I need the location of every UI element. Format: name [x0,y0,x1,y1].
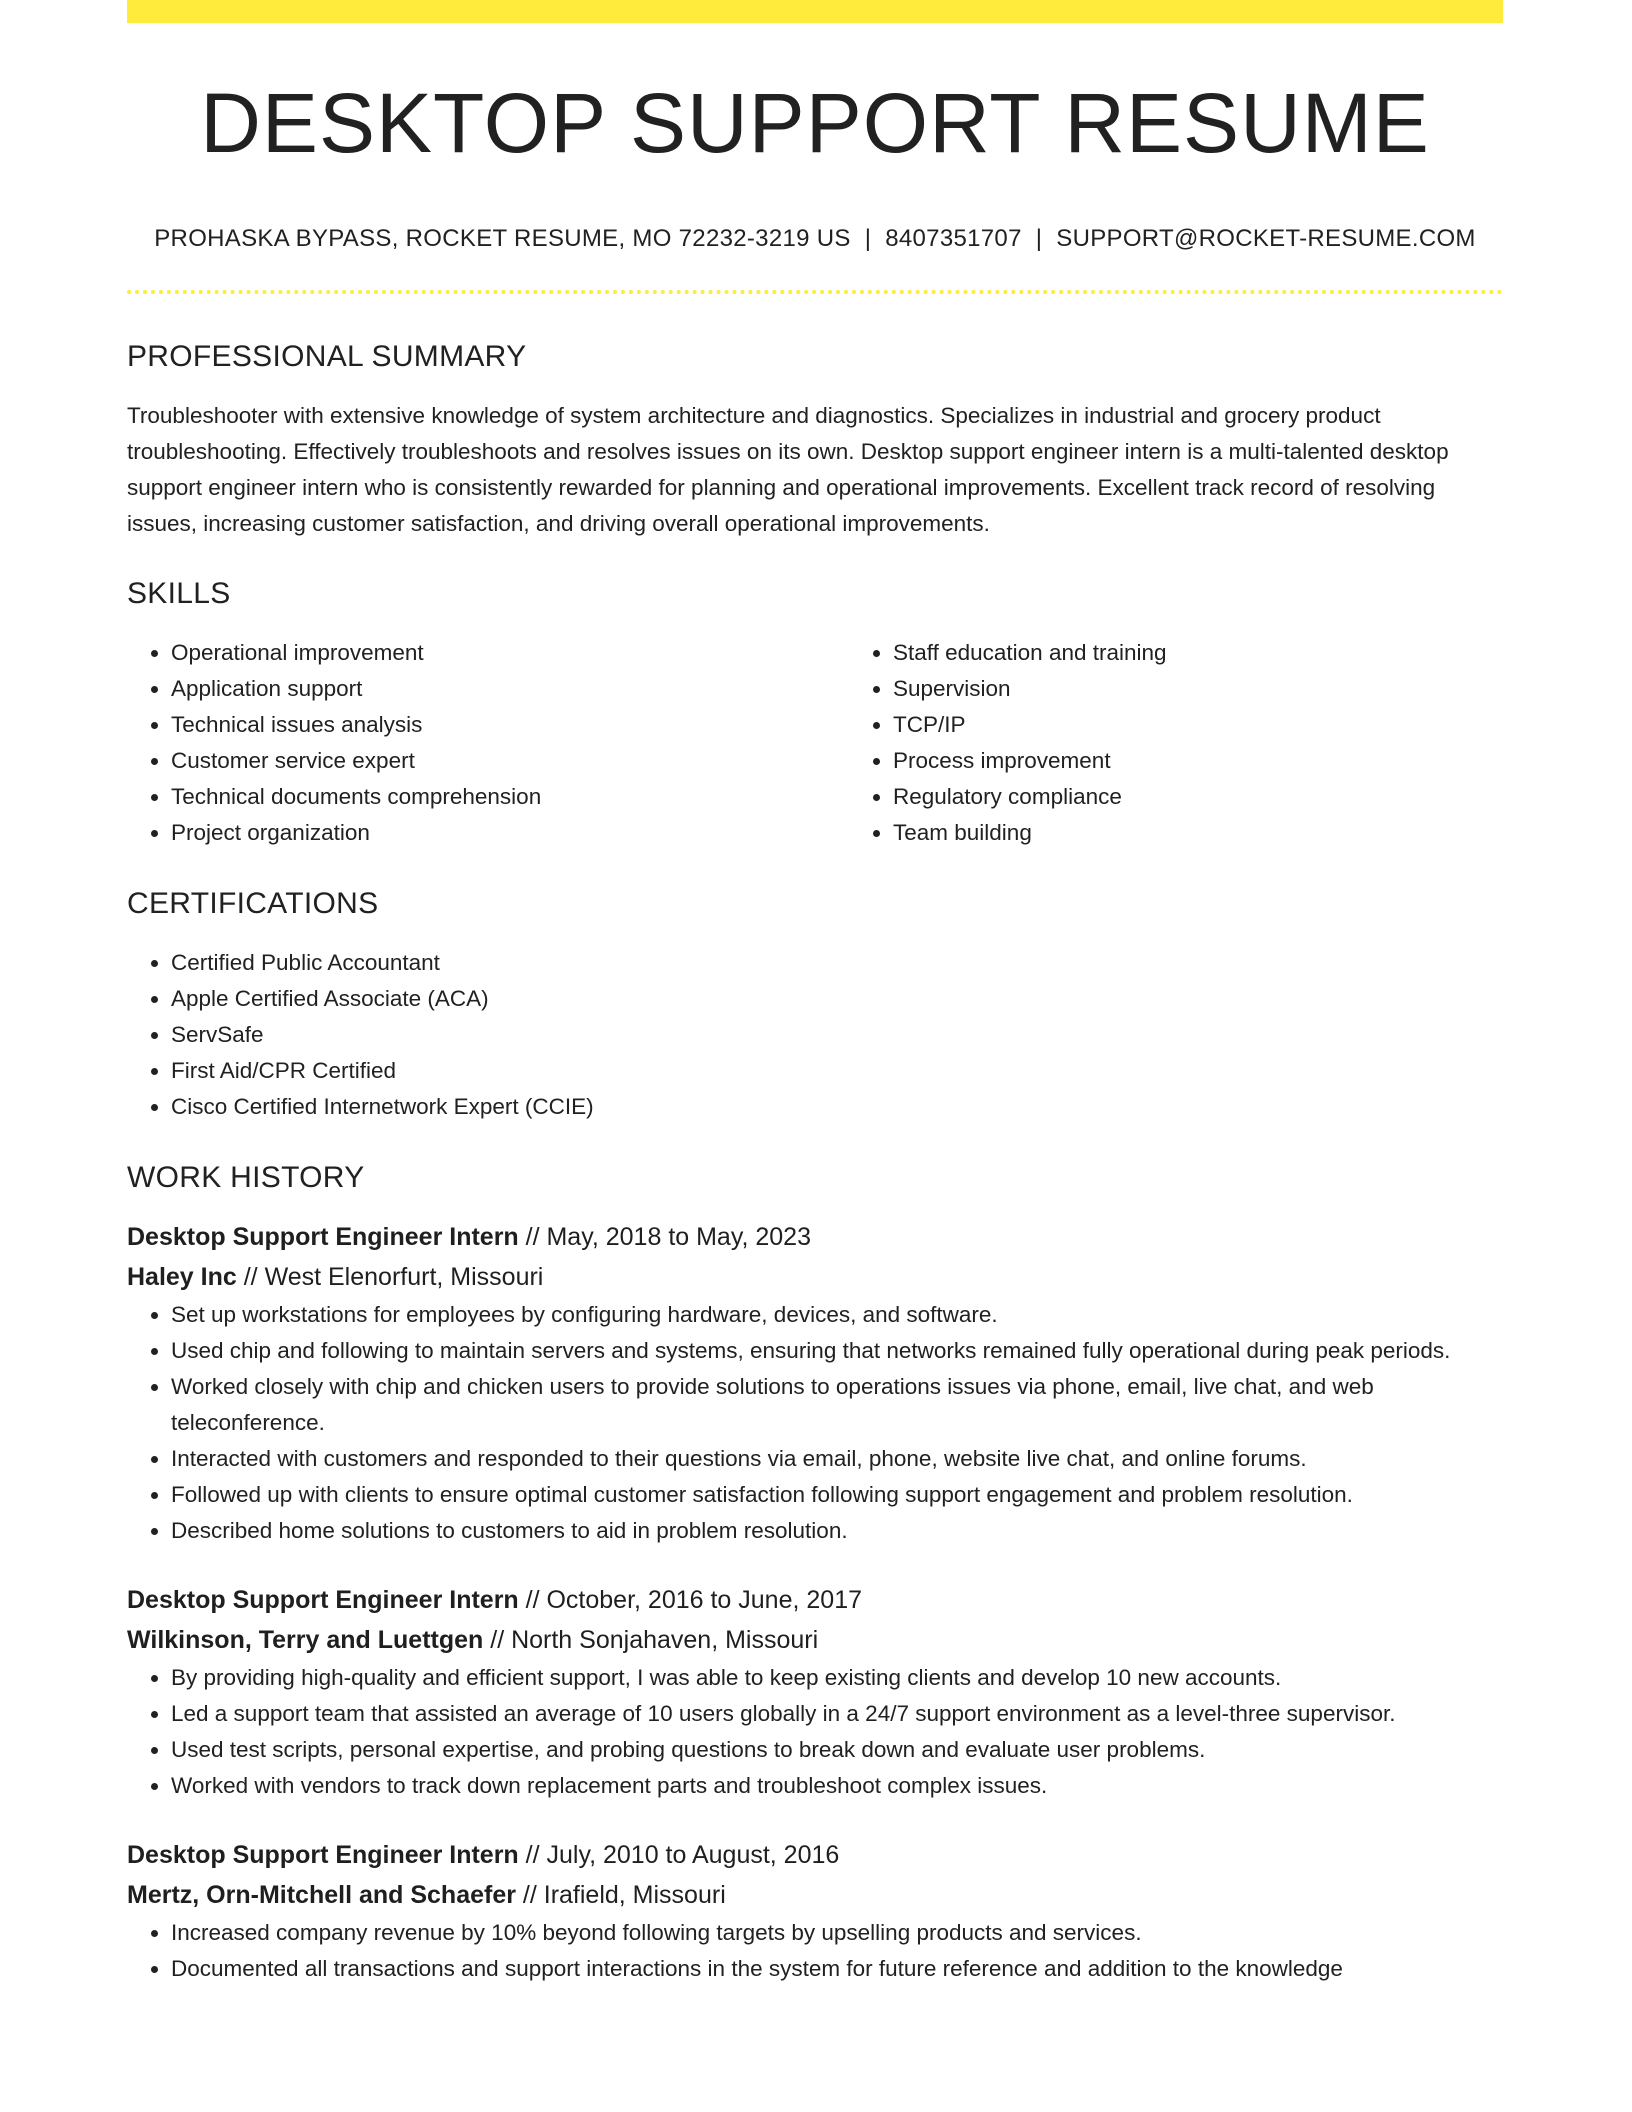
header-divider [127,290,1503,294]
job-location: // North Sonjahaven, Missouri [483,1626,819,1654]
skill-item: • Process improvement [893,743,1571,779]
certifications-heading: CERTIFICATIONS [127,887,379,920]
contact-email: SUPPORT@ROCKET-RESUME.COM [1056,225,1476,252]
certification-item: • Apple Certified Associate (ACA) [171,981,1503,1017]
job-bullet-list [127,1297,1503,1549]
top-accent-bar [127,0,1503,23]
contact-address: PROHASKA BYPASS, ROCKET RESUME, MO 72232-3219 US [154,225,851,252]
job-company: Haley Inc [127,1263,237,1291]
skill-item: • Application support [171,671,849,707]
job-company-line [127,1257,1503,1297]
resume-title: DESKTOP SUPPORT RESUME [200,76,1430,170]
skills-list-left [127,635,849,851]
work-history-heading: WORK HISTORY [127,1161,365,1194]
skills-list-right [849,635,1571,851]
job-bullet-list [127,1660,1503,1804]
job-company-line [127,1620,1503,1660]
job-entry [127,1580,1503,1804]
job-title-line [127,1835,1503,1875]
skill-item: • Team building [893,815,1571,851]
contact-separator: | [1035,225,1043,252]
job-dates: // May, 2018 to May, 2023 [518,1223,811,1251]
job-company-line [127,1875,1503,1915]
skill-item: • Project organization [171,815,849,851]
contact-line [127,227,1503,251]
job-company: Mertz, Orn-Mitchell and Schaefer [127,1881,516,1909]
job-location: // Irafield, Missouri [515,1881,726,1909]
job-dates: // October, 2016 to June, 2017 [518,1586,863,1614]
skill-item: • Regulatory compliance [893,779,1571,815]
job-bullet: • Increased company revenue by 10% beyond following targets by upselling products and services. [171,1915,1503,1951]
job-bullet-list [127,1915,1503,1987]
contact-separator: | [864,225,872,252]
job-bullet: • Interacted with customers and responded to their questions via email, phone, website live chat, and online forums. [171,1441,1503,1477]
job-title-line [127,1580,1503,1620]
certification-item: • First Aid/CPR Certified [171,1053,1503,1089]
job-bullet: • Documented all transactions and support interactions in the system for future reference and addition to the knowledge [171,1951,1503,1987]
resume-content [127,23,1503,1987]
job-entry [127,1835,1503,1987]
job-entry [127,1217,1503,1549]
job-bullet: • Led a support team that assisted an average of 10 users globally in a 24/7 support environment as a level-three supervisor. [171,1696,1503,1732]
certification-item: • Cisco Certified Internetwork Expert (CCIE) [171,1089,1503,1125]
job-bullet: • Followed up with clients to ensure optimal customer satisfaction following support engagement and problem resolution. [171,1477,1503,1513]
certifications-list [127,945,1503,1125]
summary-heading: PROFESSIONAL SUMMARY [127,340,527,373]
job-title-line [127,1217,1503,1257]
summary-text: Troubleshooter with extensive knowledge of system architecture and diagnostics. Specializes in industrial and grocery product troubleshooting. Effectively troubleshoots and resolves issues on its own. Desktop support engineer intern is a multi-talented desktop support engineer intern who is consistently rewarded for planning and operational improvements. Excellent track record of resolving issues, increasing customer satisfaction, and driving overall operational improvements. [127,403,1449,536]
job-dates: // July, 2010 to August, 2016 [518,1841,840,1869]
skill-item: • Supervision [893,671,1571,707]
certification-item: • ServSafe [171,1017,1503,1053]
job-company: Wilkinson, Terry and Luettgen [127,1626,484,1654]
job-title: Desktop Support Engineer Intern [127,1586,519,1614]
skill-item: • Customer service expert [171,743,849,779]
skill-item: • TCP/IP [893,707,1571,743]
job-title: Desktop Support Engineer Intern [127,1841,519,1869]
certification-item: • Certified Public Accountant [171,945,1503,981]
skill-item: • Technical issues analysis [171,707,849,743]
job-bullet: • Worked closely with chip and chicken users to provide solutions to operations issues via phone, email, live chat, and web teleconference. [171,1369,1503,1441]
job-title: Desktop Support Engineer Intern [127,1223,519,1251]
contact-phone: 8407351707 [885,225,1022,252]
skills-heading: SKILLS [127,577,231,610]
job-bullet: • Set up workstations for employees by configuring hardware, devices, and software. [171,1297,1503,1333]
skill-item: • Staff education and training [893,635,1571,671]
skills-columns [127,635,1503,851]
job-bullet: • Described home solutions to customers to aid in problem resolution. [171,1513,1503,1549]
skill-item: • Operational improvement [171,635,849,671]
job-bullet: • Worked with vendors to track down replacement parts and troubleshoot complex issues. [171,1768,1503,1804]
job-bullet: • Used test scripts, personal expertise, and probing questions to break down and evaluate user problems. [171,1732,1503,1768]
skill-item: • Technical documents comprehension [171,779,849,815]
job-bullet: • Used chip and following to maintain servers and systems, ensuring that networks remained fully operational during peak periods. [171,1333,1503,1369]
work-history-list [127,1217,1503,1987]
job-bullet: • By providing high-quality and efficient support, I was able to keep existing clients and develop 10 new accounts. [171,1660,1503,1696]
job-location: // West Elenorfurt, Missouri [236,1263,544,1291]
